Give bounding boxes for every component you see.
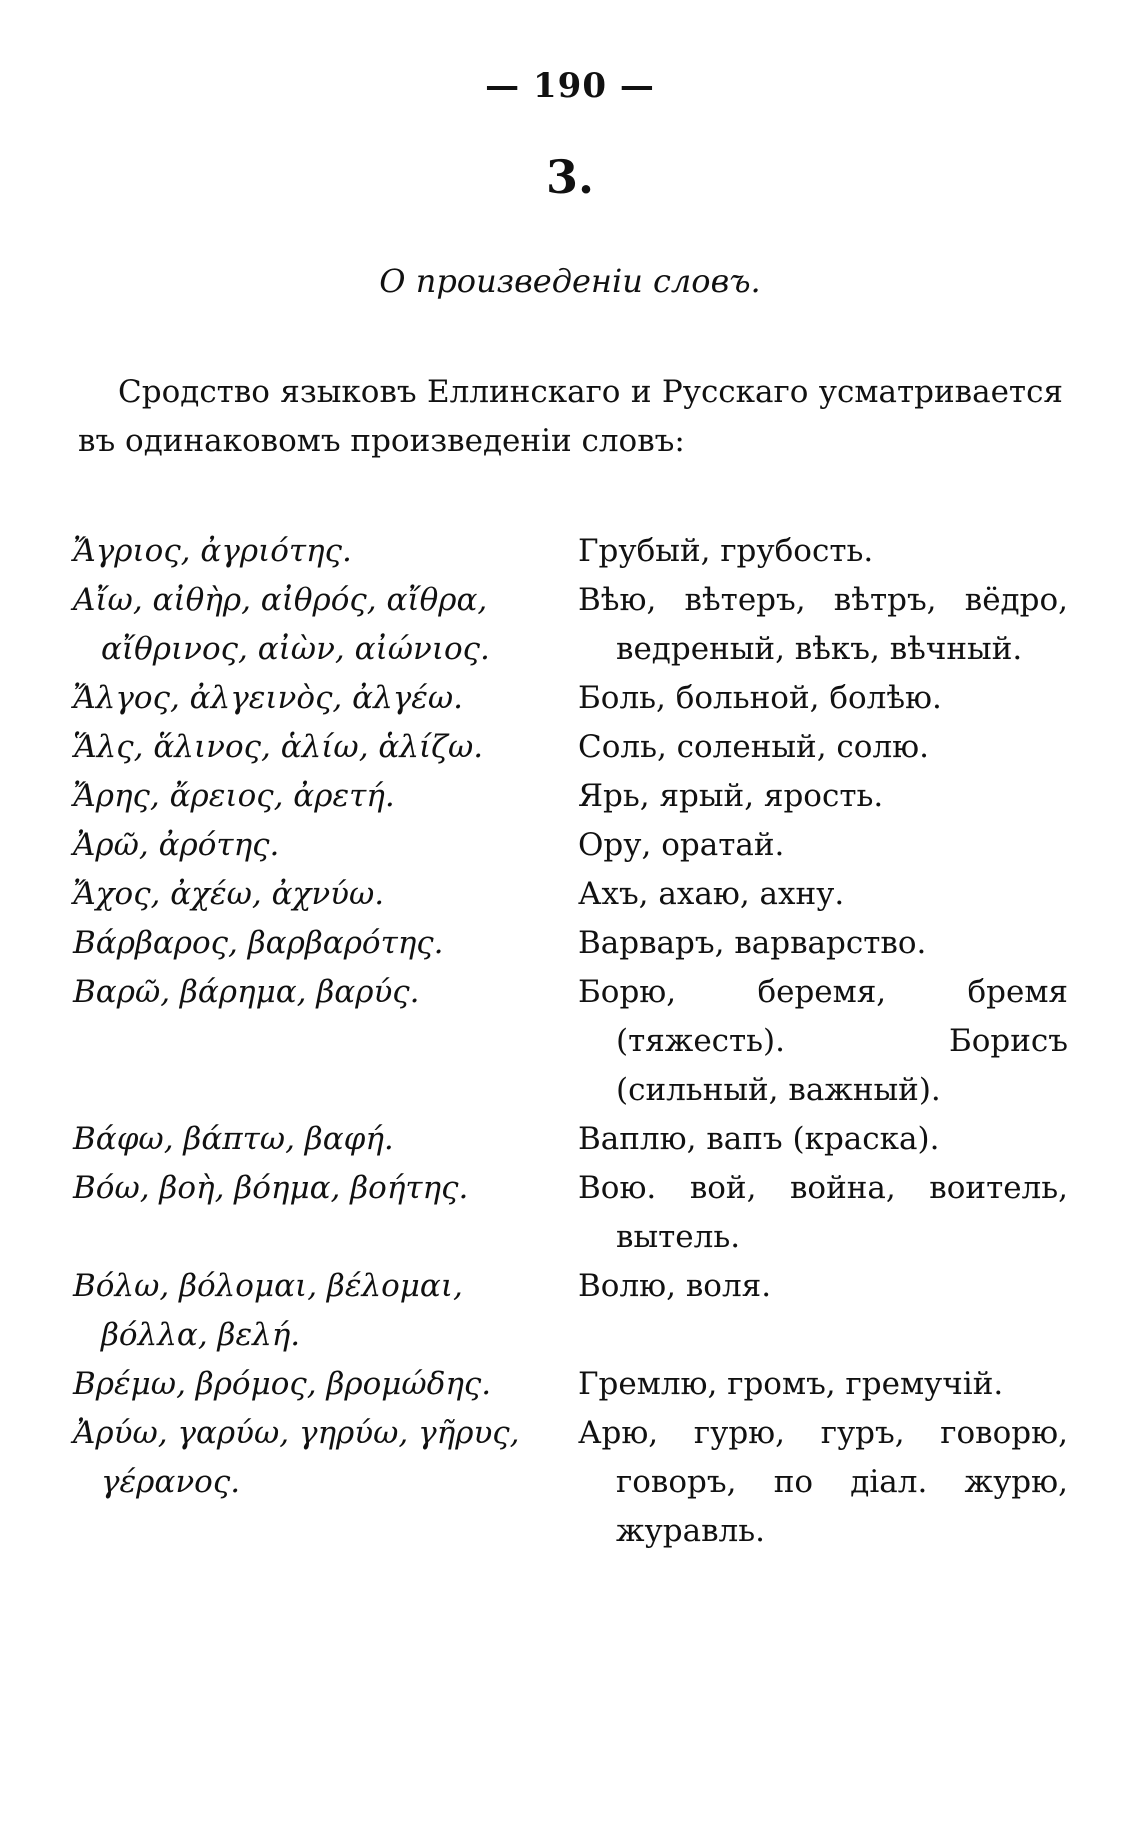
greek-words: Βάφω, βάπτω, βαφή. xyxy=(73,1121,394,1157)
word-entry xyxy=(73,674,1068,723)
russian-words: Волю, воля. xyxy=(578,1268,772,1304)
greek-words: Ἄλγος, ἀλγεινὸς, ἀλγέω. xyxy=(73,680,464,716)
russian-words: Арю, гурю, гуръ, говорю, говоръ, по діал. журю, журавль. xyxy=(578,1415,1068,1549)
word-entry xyxy=(73,723,1068,772)
word-entry xyxy=(73,870,1068,919)
russian-words: Соль, соленый, солю. xyxy=(578,729,929,765)
greek-words: Ἅλς, ἅλινος, ἁλίω, ἁλίζω. xyxy=(73,729,484,765)
intro-paragraph: Сродство языковъ Еллинскаго и Русскаго усматривается въ одинаковомъ произведеніи словъ: xyxy=(78,374,1063,459)
greek-words: Ἀρῶ, ἀρότης. xyxy=(73,827,280,863)
russian-words: Борю, беремя, бремя (тяжесть). Борисъ (сильный, важный). xyxy=(578,974,1068,1108)
word-entry xyxy=(73,919,1068,968)
greek-words: Ἄγριος, ἀγριότης. xyxy=(73,533,352,569)
greek-words: Βόω, βοὴ, βόημα, βοήτης. xyxy=(73,1170,469,1206)
russian-words: Вою. вой, война, воитель, вытель. xyxy=(578,1170,1068,1255)
word-entry xyxy=(73,772,1068,821)
section-number: 3. xyxy=(545,150,595,204)
russian-words: Ваплю, вапъ (краска). xyxy=(578,1121,940,1157)
russian-words: Вѣю, вѣтеръ, вѣтръ, вёдро, ведреный, вѣкъ, вѣчный. xyxy=(578,582,1068,667)
word-entry xyxy=(73,1262,1068,1360)
word-entry xyxy=(73,1409,1068,1556)
word-list xyxy=(73,527,1068,1556)
word-entry xyxy=(73,968,1068,1115)
word-entry xyxy=(73,1164,1068,1262)
russian-words: Ору, оратай. xyxy=(578,827,785,863)
russian-words: Ахъ, ахаю, ахну. xyxy=(578,876,845,912)
greek-words: Βάρβαρος, βαρβαρότης. xyxy=(73,925,444,961)
greek-words: Βόλω, βόλομαι, βέλομαι, βόλλα, βελή. xyxy=(73,1268,463,1353)
russian-words: Боль, больной, болѣю. xyxy=(578,680,942,716)
russian-words: Гремлю, громъ, гремучій. xyxy=(578,1366,1004,1402)
section-title: О произведеніи словъ. xyxy=(379,262,761,300)
greek-words: Ἀρύω, γαρύω, γηρύω, γῆρυς, γέρανος. xyxy=(73,1415,520,1500)
greek-words: Ἄχος, ἀχέω, ἀχνύω. xyxy=(73,876,385,912)
word-entry xyxy=(73,1360,1068,1409)
greek-words: Βαρῶ, βάρημα, βαρύς. xyxy=(73,974,420,1010)
word-entry xyxy=(73,527,1068,576)
greek-words: Βρέμω, βρόμος, βρομώδης. xyxy=(73,1366,492,1402)
russian-words: Варваръ, варварство. xyxy=(578,925,927,961)
greek-words: Ἄρης, ἄρειος, ἀρετή. xyxy=(73,778,395,814)
word-entry xyxy=(73,1115,1068,1164)
russian-words: Грубый, грубость. xyxy=(578,533,874,569)
page-number: — 190 — xyxy=(485,66,655,106)
word-entry xyxy=(73,821,1068,870)
word-entry xyxy=(73,576,1068,674)
greek-words: Αἴω, αἰθὴρ, αἰθρός, αἴθρα, αἴθρινος, αἰὼν, αἰώνιος. xyxy=(73,582,490,667)
russian-words: Ярь, ярый, ярость. xyxy=(578,778,884,814)
